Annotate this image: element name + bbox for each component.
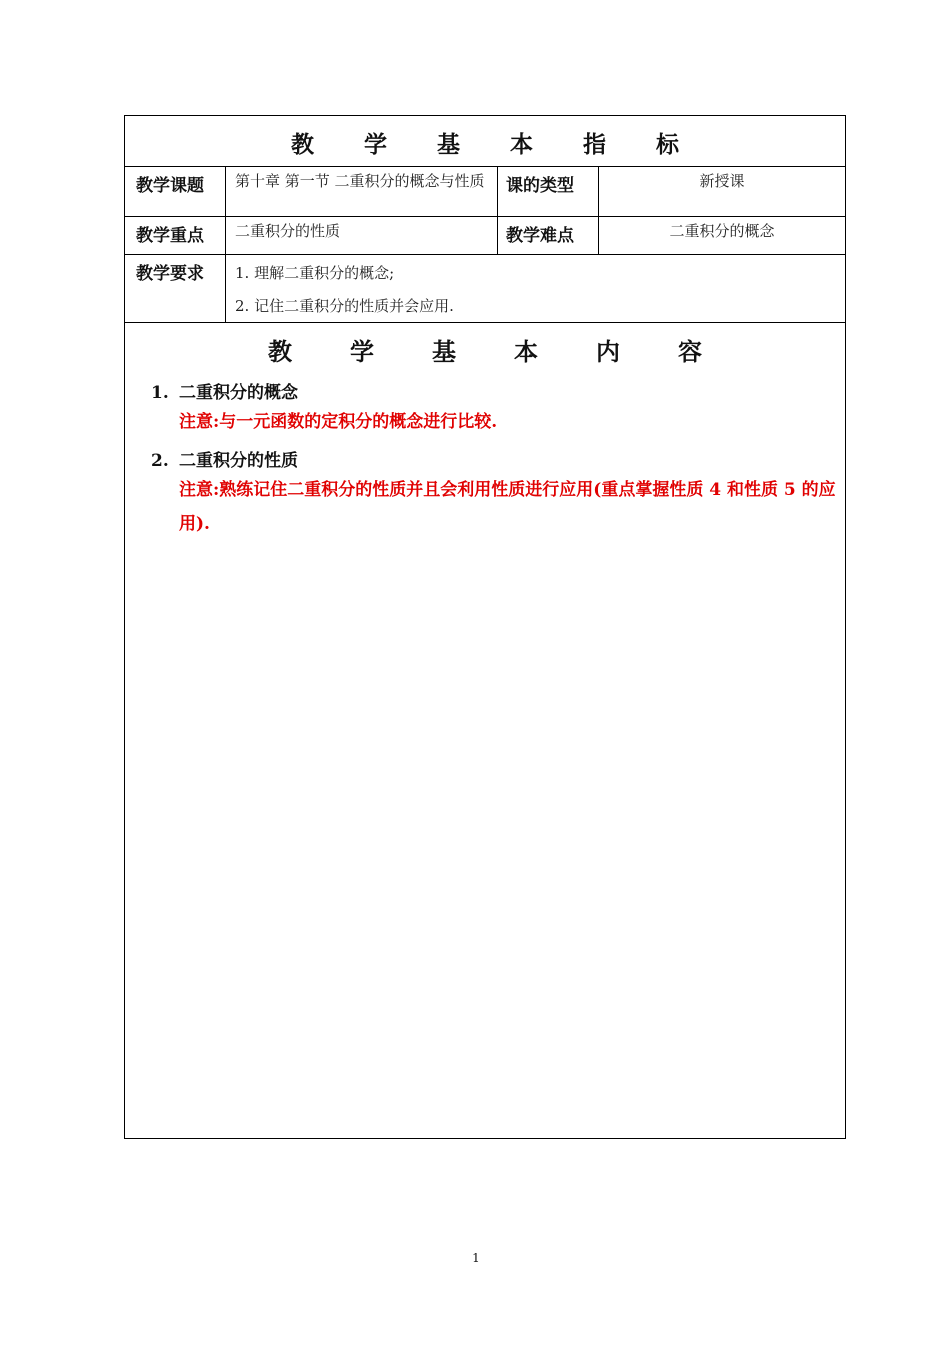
header-title-char: 标 <box>656 132 679 158</box>
header-title-char: 教 <box>291 132 314 158</box>
section-number: 1. <box>151 383 169 403</box>
header-title-char: 本 <box>510 132 533 158</box>
page-number: 1 <box>472 1251 480 1265</box>
table-divider <box>225 166 226 322</box>
content-title-char: 教 <box>268 338 292 366</box>
key-point-value: 二重积分的性质 <box>235 222 341 240</box>
section-heading <box>151 378 298 403</box>
content-title-char: 容 <box>678 338 702 366</box>
lesson-plan-table <box>124 115 846 1139</box>
section-number: 2. <box>151 451 169 471</box>
header-title-char: 指 <box>583 132 606 158</box>
difficulty-value: 二重积分的概念 <box>669 222 775 240</box>
table-divider <box>125 216 845 217</box>
table-divider <box>497 166 498 254</box>
table-divider <box>125 166 845 167</box>
section-note: 注意:熟练记住二重积分的性质并且会利用性质进行应用(重点掌握性质 4 和性质 5 的应用). <box>179 480 836 534</box>
key-point-label: 教学重点 <box>136 226 204 246</box>
section-note: 注意:与一元函数的定积分的概念进行比较. <box>179 412 498 432</box>
requirements-label: 教学要求 <box>136 264 204 284</box>
topic-value: 第十章 第一节 二重积分的概念与性质 <box>235 172 485 190</box>
type-value: 新授课 <box>699 172 745 190</box>
content-title-char: 基 <box>432 338 456 366</box>
requirement-item: 2. 记住二重积分的性质并会应用. <box>235 297 454 315</box>
difficulty-label: 教学难点 <box>506 226 574 246</box>
header-title-char: 基 <box>437 132 460 158</box>
section-title: 二重积分的性质 <box>179 451 298 471</box>
topic-label: 教学课题 <box>136 176 204 196</box>
content-title-char: 本 <box>514 338 538 366</box>
header-title-char: 学 <box>364 132 387 158</box>
section-heading <box>151 446 298 471</box>
section-title: 二重积分的概念 <box>179 383 298 403</box>
table-divider <box>125 322 845 323</box>
requirement-item: 1. 理解二重积分的概念; <box>235 264 395 282</box>
content-title-char: 内 <box>596 338 620 366</box>
table-divider <box>125 254 845 255</box>
header-title <box>125 126 845 159</box>
type-label: 课的类型 <box>506 176 574 196</box>
content-title <box>125 332 845 367</box>
content-title-char: 学 <box>350 338 374 366</box>
